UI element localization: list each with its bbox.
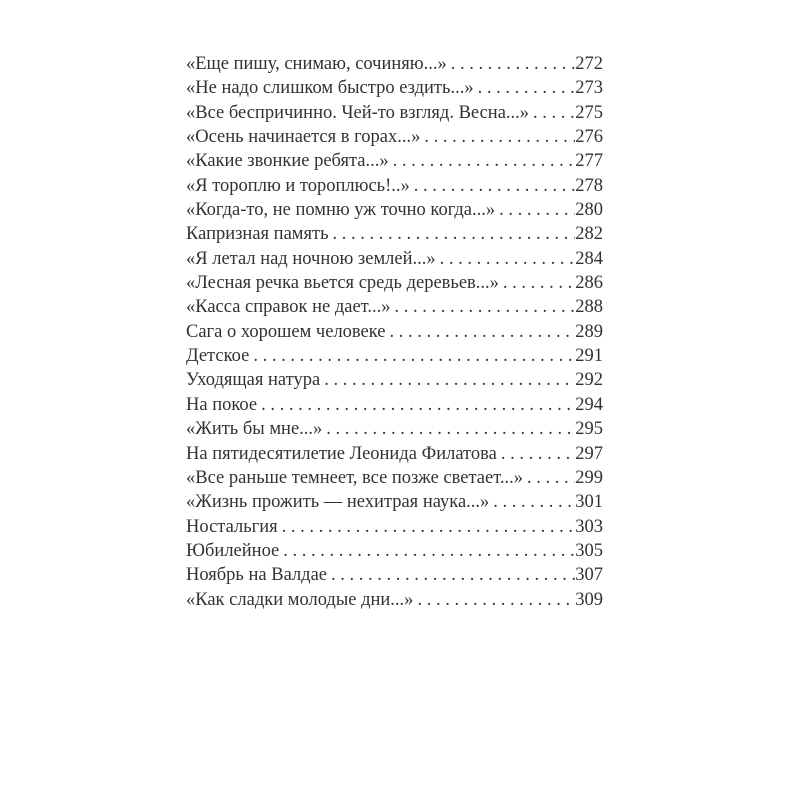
toc-entry <box>186 76 603 100</box>
dot-leader <box>283 539 575 563</box>
dot-leader <box>451 52 576 76</box>
dot-leader <box>417 588 575 612</box>
toc-entry-page-number: 309 <box>575 589 603 610</box>
toc-entry-page-number: 303 <box>575 516 603 537</box>
dot-leader <box>261 393 575 417</box>
toc-entry <box>186 222 603 246</box>
dot-leader <box>282 515 576 539</box>
toc-entry-page-number: 284 <box>575 248 603 269</box>
toc-entry-page-number: 275 <box>575 102 603 123</box>
toc-entry-title: «Жить бы мне...» <box>186 419 323 440</box>
dot-leader <box>527 466 575 490</box>
toc-entry-title: Ноябрь на Валдае <box>186 565 328 586</box>
dot-leader <box>253 344 575 368</box>
toc-entry-page-number: 291 <box>575 346 603 367</box>
toc-entry-title: На пятидесятилетие Леонида Филатова <box>186 443 497 464</box>
dot-leader <box>333 222 576 246</box>
toc-entry <box>186 539 603 563</box>
toc-entry <box>186 344 603 368</box>
toc-entry <box>186 125 603 149</box>
toc-entry-title: «Я тороплю и тороплюсь!..» <box>186 175 410 196</box>
toc-entry-title: Сага о хорошем человеке <box>186 321 386 342</box>
dot-leader <box>440 247 576 271</box>
toc-entry <box>186 393 603 417</box>
toc-entry <box>186 320 603 344</box>
toc-entry-title: «Все беспричинно. Чей-то взгляд. Весна...» <box>186 102 530 123</box>
toc-entry <box>186 52 603 76</box>
toc-entry-page-number: 272 <box>575 54 603 74</box>
toc-entry-title: «Осень начинается в горах...» <box>186 127 421 148</box>
toc-entry-title: Юбилейное <box>186 540 280 561</box>
toc-entry-page-number: 282 <box>575 224 603 245</box>
toc-entry-title: «Как сладки молодые дни...» <box>186 589 414 610</box>
toc-entry <box>186 271 603 295</box>
toc-entry-page-number: 278 <box>575 175 603 196</box>
toc-entry-title: Ностальгия <box>186 516 278 537</box>
toc-entry-page-number: 301 <box>575 492 603 513</box>
toc-entry-title: «Когда-то, не помню уж точно когда...» <box>186 200 496 221</box>
toc-entry <box>186 295 603 319</box>
dot-leader <box>326 417 575 441</box>
toc-entry <box>186 149 603 173</box>
toc-entry-page-number: 299 <box>575 467 603 488</box>
toc-entry-page-number: 273 <box>575 78 603 99</box>
toc-entry <box>186 368 603 392</box>
dot-leader <box>493 490 575 514</box>
toc-entry-title: «Жизнь прожить — нехитрая наука...» <box>186 492 490 513</box>
toc-entry-title: «Еще пишу, снимаю, сочиняю...» <box>186 54 447 74</box>
dot-leader <box>478 76 576 100</box>
toc-entry <box>186 442 603 466</box>
toc-entry <box>186 588 603 612</box>
toc-entry-page-number: 286 <box>575 273 603 294</box>
toc-entry-page-number: 277 <box>575 151 603 172</box>
toc-entry <box>186 515 603 539</box>
toc-entry-title: «Лесная речка вьется средь деревьев...» <box>186 273 499 294</box>
dot-leader <box>394 295 575 319</box>
toc-entry-page-number: 280 <box>575 200 603 221</box>
toc-entry-page-number: 297 <box>575 443 603 464</box>
toc-entry <box>186 490 603 514</box>
toc-entry-page-number: 288 <box>575 297 603 318</box>
toc-entry <box>186 247 603 271</box>
dot-leader <box>393 149 576 173</box>
toc-entry-title: «Какие звонкие ребята...» <box>186 151 389 172</box>
toc-entry-page-number: 276 <box>575 127 603 148</box>
dot-leader <box>331 563 575 587</box>
toc-entry <box>186 466 603 490</box>
dot-leader <box>499 198 575 222</box>
dot-leader <box>424 125 575 149</box>
toc-entry-page-number: 289 <box>575 321 603 342</box>
dot-leader <box>390 320 576 344</box>
toc-entry-page-number: 305 <box>575 540 603 561</box>
toc-entry <box>186 101 603 125</box>
toc-entry-page-number: 294 <box>575 394 603 415</box>
toc-entry-page-number: 295 <box>575 419 603 440</box>
toc-entry-title: «Не надо слишком быстро ездить...» <box>186 78 474 99</box>
dot-leader <box>503 271 575 295</box>
toc-entry-page-number: 307 <box>575 565 603 586</box>
dot-leader <box>533 101 575 125</box>
toc-entry-title: Детское <box>186 346 250 367</box>
toc-entry-title: «Касса справок не дает...» <box>186 297 391 318</box>
toc-entry-title: На покое <box>186 394 258 415</box>
dot-leader <box>501 442 575 466</box>
toc-entry <box>186 417 603 441</box>
toc-entry <box>186 174 603 198</box>
toc-entry <box>186 198 603 222</box>
toc-entry-title: «Все раньше темнеет, все позже светает...» <box>186 467 524 488</box>
toc-entry-title: Уходящая натура <box>186 370 321 391</box>
toc-entry-title: Капризная память <box>186 224 329 245</box>
dot-leader <box>324 368 575 392</box>
dot-leader <box>414 174 575 198</box>
table-of-contents <box>186 52 603 612</box>
toc-entry <box>186 563 603 587</box>
toc-entry-page-number: 292 <box>575 370 603 391</box>
toc-entry-title: «Я летал над ночною землей...» <box>186 248 436 269</box>
